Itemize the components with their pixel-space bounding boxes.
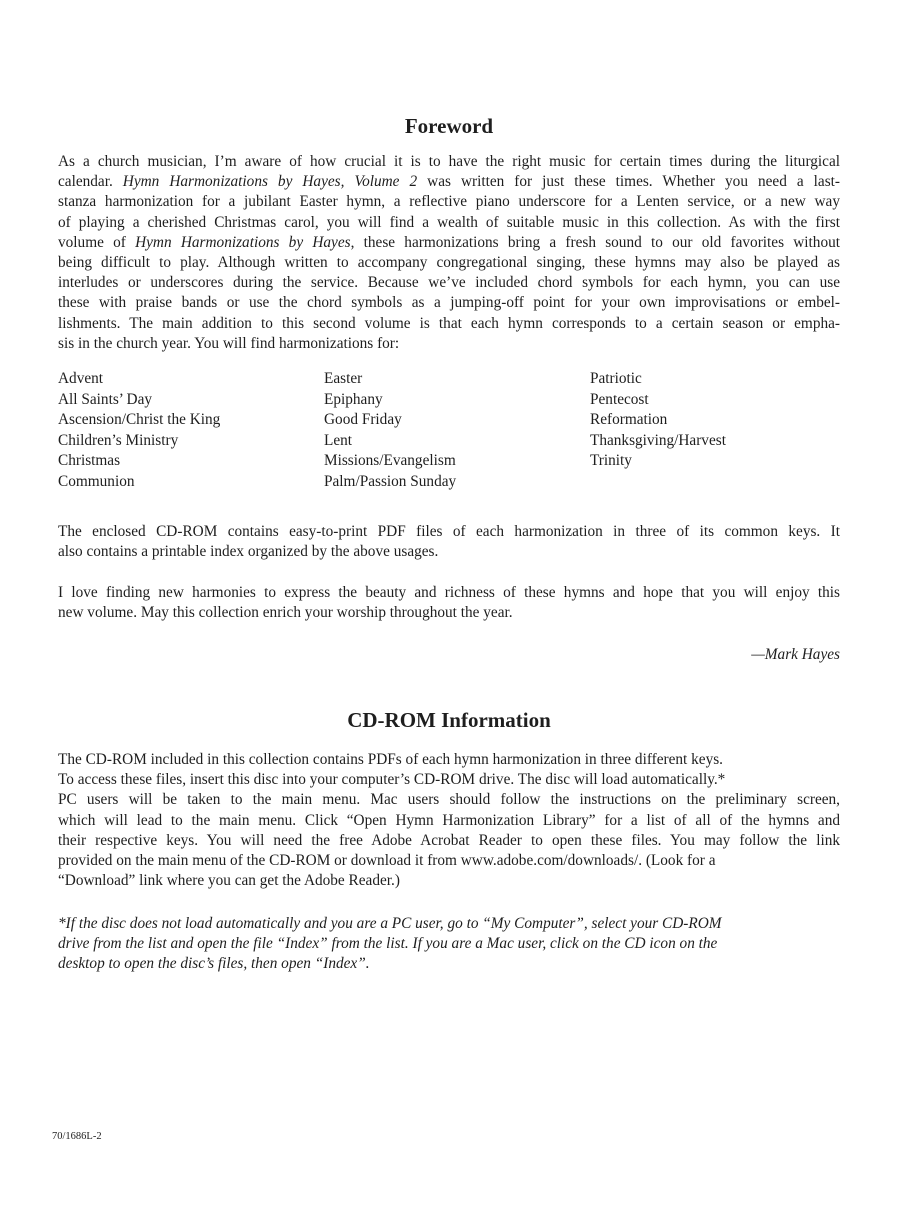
foreword-intro [58,152,840,354]
usage-item: Children’s Ministry [58,431,179,449]
text-line: I love finding new harmonies to express the beauty and richness of these hymns and hope that you will enjoy this [58,584,840,601]
usage-item: Palm/Passion Sunday [324,472,457,490]
intro-line: interludes or underscores during the service. Because we’ve included chord symbols for each hymn, you can use [58,274,840,292]
text-line: PC users will be taken to the main menu. Mac users should follow the instructions on the preliminary screen, [58,791,840,809]
intro-line: of playing a cherished Christmas carol, you will find a wealth of suitable music in this collection. As with the first [58,213,840,231]
usage-item: Good Friday [324,411,402,429]
text-line: The CD-ROM included in this collection contains PDFs of each hymn harmonization in three different keys. [58,751,723,768]
catalog-code: 70/1686L-2 [52,1131,102,1142]
usage-column-2 [324,369,456,493]
foreword-cdrom-paragraph [58,522,840,562]
note-line: *If the disc does not load automatically and you are a PC user, go to “My Computer”, select your CD-ROM [58,915,722,932]
usage-item: Patriotic [590,370,642,387]
intro-line: calendar. Hymn Harmonizations by Hayes, Volume 2 was written for just these times. Whether you need a last- [58,173,840,191]
intro-line: lishments. The main addition to this second volume is that each hymn corresponds to a certain season or empha- [58,314,840,332]
usage-item: Epiphany [324,390,383,408]
text-line: “Download” link where you can get the Adobe Reader.) [58,872,400,890]
usage-column-3 [590,369,726,472]
text-line: also contains a printable index organized by the above usages. [58,543,439,561]
text-line: To access these files, insert this disc into your computer’s CD-ROM drive. The disc will load automatically.* [58,771,726,789]
book-title: Hymn Harmonizations by Hayes [135,233,351,251]
usage-item: Thanksgiving/Harvest [590,431,726,449]
usage-item: Christmas [58,452,121,470]
text-line: provided on the main menu of the CD-ROM or download it from www.adobe.com/downloads/. (Look for a [58,852,716,870]
intro-line: As a church musician, I’m aware of how crucial it is to have the right music for certain times during the liturgical [58,153,840,170]
text-line: new volume. May this collection enrich your worship throughout the year. [58,604,513,622]
intro-line: these with praise bands or use the chord symbols as a jumping-off point for your own improvisations or embel- [58,294,840,312]
note-line: desktop to open the disc’s files, then open “Index”. [58,955,370,973]
text-line: which will lead to the main menu. Click “Open Hymn Harmonization Library” for a list of all of the hymns and [58,811,840,829]
usage-item: Lent [324,431,353,449]
usage-item: Missions/Evangelism [324,452,456,470]
usage-column-1 [58,369,220,493]
intro-line: volume of Hymn Harmonizations by Hayes, these harmonizations bring a fresh sound to our old favorites without [58,233,840,251]
book-title: Hymn Harmonizations by Hayes, Volume 2 [122,173,418,191]
usage-item: Easter [324,370,363,387]
usage-item: Ascension/Christ the King [58,411,221,429]
foreword-closing-paragraph [58,583,840,623]
text-line: The enclosed CD-ROM contains easy-to-print PDF files of each harmonization in three of its common keys. It [58,523,840,540]
cdrom-body [58,750,840,891]
usage-item: Trinity [590,452,632,470]
text-line: their respective keys. You will need the free Adobe Acrobat Reader to open these files. You may follow the link [58,831,840,849]
signature: —Mark Hayes [751,646,840,663]
usage-item: Reformation [590,411,668,429]
intro-line: being difficult to play. Although written to accompany congregational singing, these hymns may also be played as [58,254,840,272]
usage-item: All Saints’ Day [58,390,153,408]
usage-item: Pentecost [590,390,649,408]
usage-item: Advent [58,370,104,387]
foreword-title: Foreword [404,114,494,138]
cdrom-title: CD-ROM Information [347,708,551,732]
intro-line: sis in the church year. You will find harmonizations for: [58,334,400,352]
intro-line: stanza harmonization for a jubilant Easter hymn, a reflective piano underscore for a Lenten service, or a new way [58,193,840,211]
cdrom-note [58,914,840,975]
usage-item: Communion [58,472,135,490]
page [52,0,840,1208]
note-line: drive from the list and open the file “Index” from the list. If you are a Mac user, click on the CD icon on the [58,935,718,953]
